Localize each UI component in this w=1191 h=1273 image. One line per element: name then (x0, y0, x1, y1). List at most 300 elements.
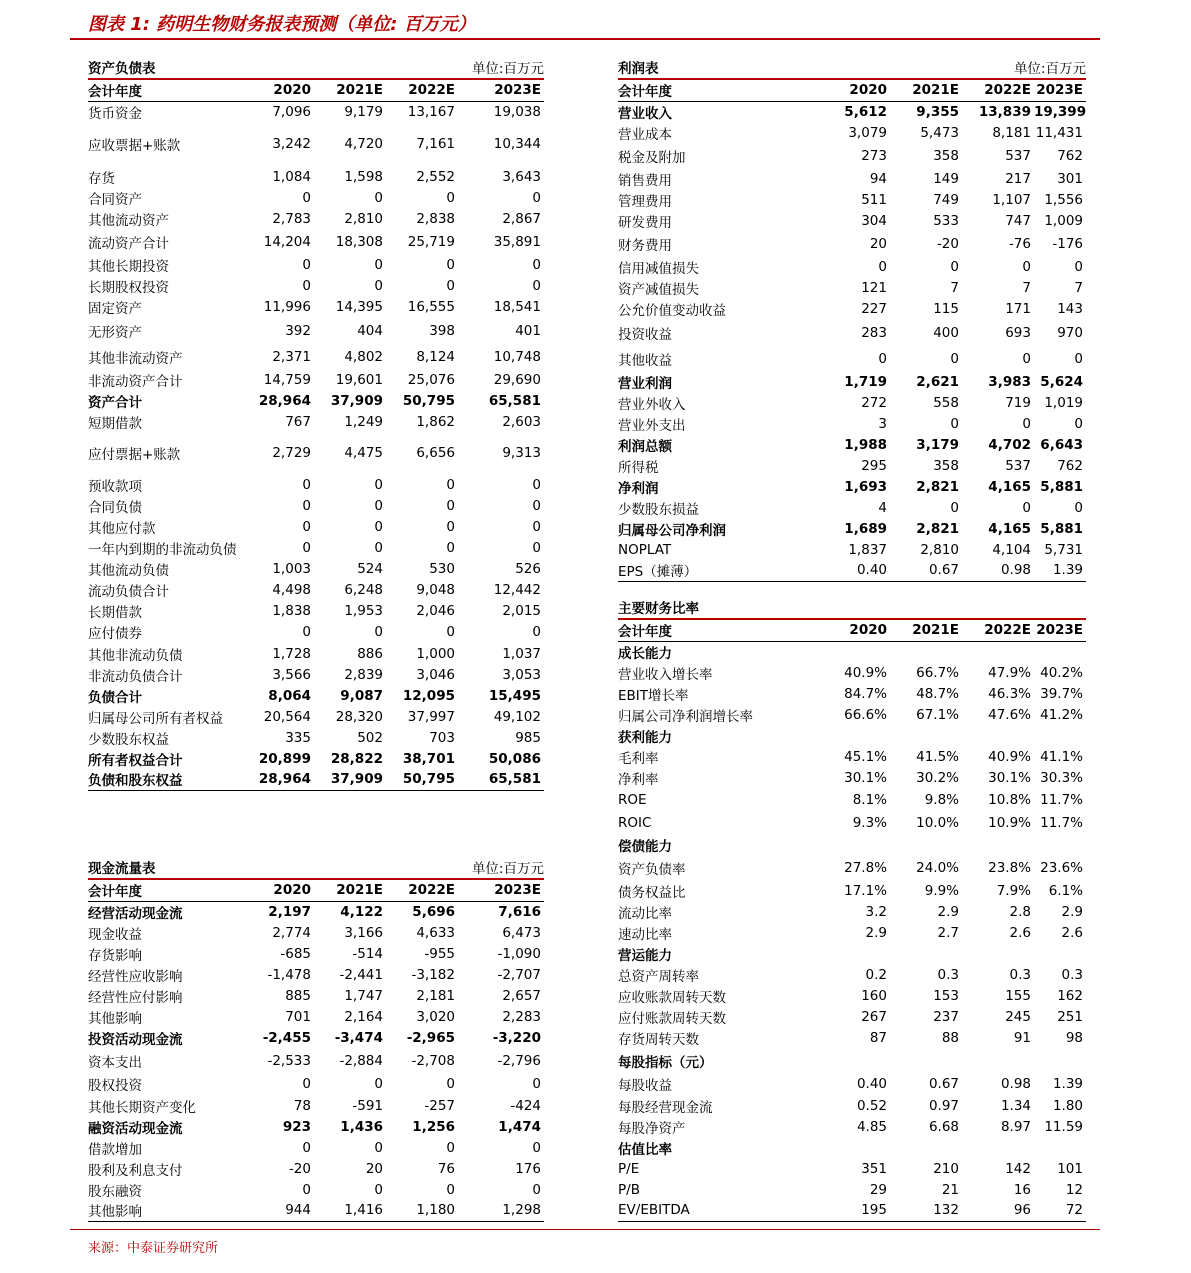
table-row (618, 413, 1086, 434)
table-row (88, 432, 544, 474)
value-cell: 6,643 (1040, 436, 1083, 453)
table-row (618, 455, 1086, 476)
table-row (618, 256, 1086, 277)
row-label: 长期股权投资 (88, 279, 169, 296)
value-cell: -2,455 (262, 1030, 311, 1046)
balance-sheet-unit: 单位:百万元 (471, 61, 544, 77)
row-label: 股利及利息支付 (88, 1162, 183, 1179)
value-cell: 1,249 (344, 413, 383, 430)
value-cell: 2.9 (1061, 903, 1083, 920)
value-cell: 0 (950, 258, 959, 275)
value-cell: 1,556 (1044, 191, 1083, 208)
value-cell: 0 (302, 624, 311, 640)
value-cell: 7.9% (996, 882, 1031, 899)
value-cell: 10,344 (493, 136, 541, 152)
value-cell: 19,038 (493, 103, 541, 120)
value-cell: 1,298 (502, 1202, 541, 1219)
value-cell: 0 (374, 497, 383, 514)
value-cell: 25,719 (407, 233, 455, 250)
value-cell: -1,478 (267, 966, 311, 983)
table-row (618, 1095, 1086, 1116)
value-cell: 11.7% (1040, 791, 1083, 808)
row-label: 应收票据+账款 (88, 138, 181, 154)
value-cell: 1,436 (340, 1118, 383, 1135)
value-cell: 524 (357, 560, 383, 577)
value-cell: 0 (446, 497, 455, 514)
row-label: 税金及附加 (618, 149, 686, 166)
header-label-cell: 会计年度 (618, 84, 672, 101)
value-cell: 4,802 (344, 349, 383, 365)
row-label: 少数股东权益 (88, 731, 169, 748)
row-label: 流动资产合计 (88, 235, 169, 252)
table-row (88, 1116, 544, 1137)
value-cell: 2,621 (916, 373, 959, 390)
row-label: 流动负债合计 (88, 583, 169, 600)
value-cell: 142 (1005, 1160, 1031, 1177)
value-cell: 0.97 (928, 1097, 959, 1114)
value-cell: 171 (1005, 300, 1031, 317)
value-cell: 3,179 (916, 436, 959, 453)
header-row (618, 620, 1086, 641)
value-cell: 27.8% (844, 859, 887, 876)
value-cell: 132 (933, 1202, 959, 1219)
value-cell: 0.52 (856, 1097, 887, 1114)
row-label: 应付票据+账款 (88, 447, 181, 463)
value-cell: 1,953 (344, 602, 383, 619)
value-cell: 703 (429, 729, 455, 746)
row-label: ROE (618, 791, 647, 808)
value-cell: 0 (446, 1076, 455, 1092)
row-label: 经营性应收影响 (88, 968, 183, 985)
value-cell: 7 (1022, 279, 1031, 296)
row-label: 资产合计 (88, 394, 142, 411)
table-row (618, 922, 1086, 943)
value-cell: 0 (374, 256, 383, 273)
table-row (88, 579, 544, 600)
value-cell: 237 (933, 1008, 959, 1025)
value-cell: 1,838 (272, 602, 311, 619)
value-cell: 9,355 (916, 103, 959, 120)
table-row (618, 662, 1086, 683)
row-label: 其他应付款 (88, 520, 156, 537)
row-label: 预收款项 (88, 478, 142, 495)
row-label: 每股指标（元） (618, 1055, 713, 1071)
value-cell: 0 (302, 1076, 311, 1092)
value-cell: 41.1% (1040, 748, 1083, 765)
table-row (618, 371, 1086, 392)
table-row (618, 168, 1086, 189)
value-cell: 45.1% (844, 748, 887, 765)
value-cell: 37,909 (330, 392, 383, 409)
value-cell: 0 (374, 539, 383, 556)
income-statement-panel (618, 60, 1086, 582)
value-cell: 0 (532, 624, 541, 640)
value-cell: -685 (280, 945, 311, 962)
value-cell: 0 (532, 497, 541, 514)
value-cell: 16 (1013, 1181, 1031, 1198)
row-label: EPS（摊薄） (618, 564, 698, 581)
value-cell: 21 (941, 1181, 959, 1198)
value-cell: 2,821 (916, 520, 959, 537)
table-row (618, 855, 1086, 880)
value-cell: 4,702 (988, 436, 1031, 453)
table-row (88, 922, 544, 943)
row-label: 每股净资产 (618, 1120, 686, 1137)
row-label: P/E (618, 1160, 640, 1177)
value-cell: 0 (446, 277, 455, 294)
value-cell: 20,564 (263, 708, 311, 725)
value-cell: 18,541 (493, 298, 541, 315)
value-cell: 304 (861, 212, 887, 229)
table-row (618, 298, 1086, 319)
value-cell: 400 (933, 325, 959, 341)
row-label: NOPLAT (618, 541, 672, 558)
row-label: 合同资产 (88, 191, 142, 208)
balance-sheet-heading (88, 60, 544, 80)
balance-sheet-panel (88, 60, 544, 791)
value-cell (962, 1137, 1034, 1158)
value-cell (1034, 834, 1086, 855)
value-cell: 84.7% (844, 685, 887, 702)
value-cell (1034, 943, 1086, 964)
row-label: 流动比率 (618, 905, 672, 922)
value-cell: 272 (861, 394, 887, 411)
value-cell: 8.97 (1000, 1118, 1031, 1135)
table-row (88, 1179, 544, 1200)
value-cell: 13,839 (978, 103, 1031, 120)
row-label: 归属公司净利润增长率 (618, 708, 753, 725)
header-row (88, 80, 544, 101)
row-label: 归属母公司所有者权益 (88, 710, 223, 727)
row-label: 非流动负债合计 (88, 668, 183, 685)
value-cell: 3,020 (416, 1008, 455, 1025)
value-cell: 0 (1074, 499, 1083, 516)
value-cell: 0 (1074, 351, 1083, 367)
value-cell: 10,748 (493, 349, 541, 365)
value-cell: 4.85 (856, 1118, 887, 1135)
value-cell: 886 (357, 645, 383, 662)
table-row (88, 1095, 544, 1116)
table-row (618, 231, 1086, 256)
value-cell: 30.2% (916, 769, 959, 786)
value-cell: 0 (1022, 351, 1031, 367)
value-cell: 30.3% (1040, 769, 1083, 786)
value-cell: 693 (1005, 325, 1031, 341)
table-row (618, 964, 1086, 985)
value-cell: -2,884 (339, 1053, 383, 1069)
value-cell: 3 (878, 415, 887, 432)
table-row (618, 1006, 1086, 1027)
value-cell: 404 (357, 323, 383, 339)
table-row (618, 497, 1086, 518)
table-row (88, 1049, 544, 1073)
value-cell: 1,107 (992, 191, 1031, 208)
value-cell: 8.1% (852, 791, 887, 808)
value-cell: 970 (1057, 325, 1083, 341)
value-cell: 7,161 (416, 136, 455, 152)
row-label: 估值比率 (618, 1141, 672, 1158)
row-label: 销售费用 (618, 172, 672, 189)
value-cell: 749 (933, 191, 959, 208)
table-row (88, 600, 544, 621)
value-cell: 0 (1074, 415, 1083, 432)
row-label: 合同负债 (88, 499, 142, 516)
value-cell: 6.68 (928, 1118, 959, 1135)
value-cell: 558 (933, 394, 959, 411)
value-cell: 4,633 (416, 924, 455, 941)
value-cell: 37,997 (407, 708, 455, 725)
value-cell: 245 (1005, 1008, 1031, 1025)
value-cell: 48.7% (916, 685, 959, 702)
value-cell: 0 (374, 476, 383, 493)
table-row (88, 685, 544, 706)
value-cell: 8,064 (268, 687, 311, 704)
table-row (618, 518, 1086, 539)
row-label: 速动比率 (618, 926, 672, 943)
value-cell: 0 (374, 1139, 383, 1156)
row-label: 应收账款周转天数 (618, 989, 726, 1006)
value-cell: 533 (933, 212, 959, 229)
table-row (618, 1158, 1086, 1179)
row-label: 债务权益比 (618, 884, 686, 901)
value-cell: 46.3% (988, 685, 1031, 702)
value-cell: 2,164 (344, 1008, 383, 1025)
value-cell: 1,728 (272, 645, 311, 662)
row-label: 每股收益 (618, 1078, 672, 1094)
value-cell (818, 641, 890, 662)
value-cell: 47.9% (988, 664, 1031, 681)
row-label: 营业成本 (618, 126, 672, 143)
value-cell: 9.3% (852, 814, 887, 831)
value-cell: 335 (285, 729, 311, 746)
table-row (88, 229, 544, 254)
value-cell: 5,473 (920, 124, 959, 141)
row-label: 负债合计 (88, 689, 142, 706)
value-cell: 23.6% (1040, 859, 1083, 876)
table-row (618, 901, 1086, 922)
table-row (618, 434, 1086, 455)
value-cell: 530 (429, 560, 455, 577)
value-cell: 511 (861, 191, 887, 208)
table-row (618, 1116, 1086, 1137)
value-cell: 38,701 (402, 750, 455, 767)
value-cell: 0 (302, 1181, 311, 1198)
value-cell: 39.7% (1040, 685, 1083, 702)
value-cell: 2,197 (268, 903, 311, 920)
value-cell: 28,320 (335, 708, 383, 725)
value-cell: 19,399 (1034, 103, 1086, 120)
value-cell: 351 (861, 1160, 887, 1177)
table-row (88, 474, 544, 495)
table-row (618, 319, 1086, 347)
value-cell: 6.1% (1048, 882, 1083, 899)
footer-rule (70, 1229, 1100, 1230)
table-row (88, 1027, 544, 1049)
value-cell (818, 1137, 890, 1158)
value-cell: 12,095 (402, 687, 455, 704)
value-cell: 1,003 (272, 560, 311, 577)
value-cell: 29 (869, 1181, 887, 1198)
table-row (618, 210, 1086, 231)
value-cell: 885 (285, 987, 311, 1004)
value-cell: 358 (933, 147, 959, 164)
table-row (618, 122, 1086, 143)
value-cell: 3,643 (502, 168, 541, 185)
row-label: 财务费用 (618, 237, 672, 254)
row-label: 非流动资产合计 (88, 373, 183, 390)
source-note: 来源：中泰证券研究所 (88, 1241, 219, 1256)
value-cell: 4,122 (340, 903, 383, 920)
value-cell: 2,552 (416, 168, 455, 185)
value-cell: 9,179 (344, 103, 383, 120)
value-cell: 0 (302, 497, 311, 514)
table-row (618, 101, 1086, 122)
value-cell: 30.1% (844, 769, 887, 786)
value-cell: -3,220 (492, 1030, 541, 1046)
income-statement-title: 利润表 (618, 61, 659, 77)
value-cell: 1,180 (416, 1202, 455, 1219)
header-year-cell: 2023E (1036, 622, 1083, 639)
value-cell: 6,248 (344, 581, 383, 598)
row-label: 营业收入 (618, 105, 672, 122)
table-row (88, 1073, 544, 1095)
value-cell (818, 943, 890, 964)
row-label: 融资活动现金流 (88, 1120, 183, 1137)
income-statement-heading (618, 60, 1086, 80)
value-cell: 0.40 (856, 1076, 887, 1092)
table-row (88, 345, 544, 369)
table-row (618, 347, 1086, 371)
value-cell: 0 (1022, 258, 1031, 275)
value-cell: 2,729 (272, 445, 311, 461)
value-cell: 0 (446, 624, 455, 640)
value-cell: 78 (293, 1097, 311, 1114)
value-cell: 2,810 (920, 541, 959, 558)
value-cell (890, 943, 962, 964)
value-cell: 0 (532, 189, 541, 206)
value-cell: 91 (1013, 1030, 1031, 1046)
value-cell: 8,181 (992, 124, 1031, 141)
value-cell: 0 (446, 1181, 455, 1198)
table-row (618, 560, 1086, 581)
value-cell: 944 (285, 1202, 311, 1219)
balance-sheet-table (88, 80, 544, 791)
value-cell: 50,086 (488, 750, 541, 767)
value-cell: -955 (424, 945, 455, 962)
value-cell (962, 641, 1034, 662)
value-cell: 28,964 (258, 771, 311, 788)
value-cell: 295 (861, 457, 887, 474)
value-cell: 2,603 (502, 413, 541, 430)
header-year-cell: 2021E (336, 82, 383, 99)
value-cell: 1,416 (344, 1202, 383, 1219)
value-cell: 767 (285, 413, 311, 430)
value-cell: 28,964 (258, 392, 311, 409)
value-cell: -591 (352, 1097, 383, 1114)
table-row (88, 166, 544, 187)
value-cell: 1,019 (1044, 394, 1083, 411)
value-cell: 0.3 (1061, 966, 1083, 983)
table-row (88, 1006, 544, 1027)
value-cell: 10.9% (988, 814, 1031, 831)
value-cell: 20 (869, 235, 887, 252)
value-cell: 16,555 (407, 298, 455, 315)
table-row (618, 392, 1086, 413)
value-cell: 0 (374, 277, 383, 294)
value-cell: 358 (933, 457, 959, 474)
table-row (88, 411, 544, 432)
value-cell: 1.39 (1052, 562, 1083, 579)
value-cell: 14,395 (335, 298, 383, 315)
table-row (88, 187, 544, 208)
value-cell: 149 (933, 170, 959, 187)
ratios-heading (618, 600, 1086, 620)
value-cell: 25,076 (407, 371, 455, 388)
value-cell: 210 (933, 1160, 959, 1177)
value-cell: 3,566 (272, 666, 311, 683)
table-row (618, 834, 1086, 855)
value-cell: 0 (374, 518, 383, 535)
row-label: 所有者权益合计 (88, 752, 183, 769)
value-cell: -2,441 (339, 966, 383, 983)
header-year-cell: 2023E (494, 82, 541, 99)
value-cell: 7,616 (498, 903, 541, 920)
header-label-cell: 会计年度 (618, 624, 672, 641)
value-cell: 0 (950, 351, 959, 367)
value-cell: 9.8% (924, 791, 959, 808)
value-cell: 1,862 (416, 413, 455, 430)
value-cell: 0 (532, 476, 541, 493)
value-cell: 0.3 (937, 966, 959, 983)
table-row (618, 1049, 1086, 1073)
table-row (618, 1179, 1086, 1200)
value-cell: 1,988 (844, 436, 887, 453)
value-cell: 0 (446, 518, 455, 535)
value-cell: 143 (1057, 300, 1083, 317)
table-row (618, 1027, 1086, 1049)
table-row (88, 317, 544, 345)
value-cell: 11.59 (1044, 1118, 1083, 1135)
value-cell: 94 (869, 170, 887, 187)
value-cell: 762 (1057, 457, 1083, 474)
table-row (618, 476, 1086, 497)
row-label: 一年内到期的非流动负债 (88, 541, 237, 558)
value-cell: 0 (374, 189, 383, 206)
value-cell: 18,308 (335, 233, 383, 250)
row-label: 其他影响 (88, 1010, 142, 1027)
row-label: 存货影响 (88, 947, 142, 964)
value-cell: 0 (302, 518, 311, 535)
value-cell: 153 (933, 987, 959, 1004)
header-year-cell: 2022E (408, 882, 455, 899)
value-cell: 0.98 (1000, 562, 1031, 579)
value-cell: 762 (1057, 147, 1083, 164)
row-label: 少数股东损益 (618, 501, 699, 518)
value-cell: 9.9% (924, 882, 959, 899)
header-year-cell: 2020 (273, 82, 311, 99)
value-cell: 41.2% (1040, 706, 1083, 723)
row-label: 无形资产 (88, 325, 142, 341)
value-cell: 0.67 (928, 1076, 959, 1092)
value-cell: 2,821 (916, 478, 959, 495)
value-cell: 65,581 (488, 392, 541, 409)
value-cell: -1,090 (497, 945, 541, 962)
value-cell: 2.8 (1009, 903, 1031, 920)
value-cell: -2,533 (267, 1053, 311, 1069)
table-row (88, 1137, 544, 1158)
value-cell: 2,181 (416, 987, 455, 1004)
value-cell: 7,096 (272, 103, 311, 120)
